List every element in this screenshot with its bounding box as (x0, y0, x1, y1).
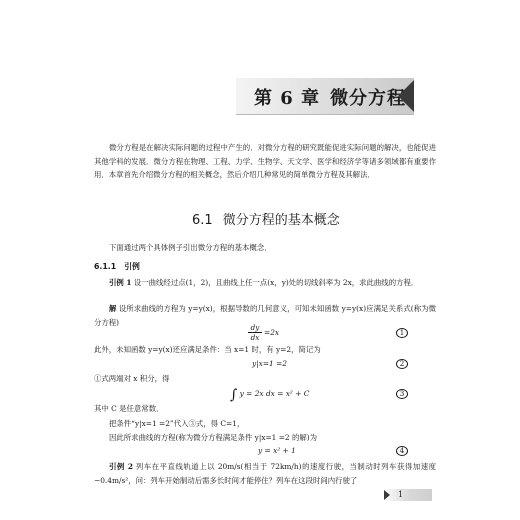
chapter-title (254, 84, 406, 110)
chapter-label: 第 6 章 (254, 88, 321, 109)
section-name: 微分方程的基本概念 (222, 213, 340, 228)
equation-4: y = x² + 1 (258, 446, 296, 455)
equation-2-number: 2 (396, 359, 408, 369)
example-2-label: 引例 2 (109, 462, 134, 471)
equation-3-number: 3 (396, 389, 408, 399)
section-title (192, 209, 340, 228)
banner-arrow-icon (398, 80, 414, 112)
page-number: 1 (398, 490, 404, 499)
example-1-text: 设一曲线经过点(1，2)，且曲线上任一点(x，y)处的切线斜率为 2x，求此曲线的方程． (133, 278, 419, 287)
subsection-title (94, 261, 140, 272)
equation-3-text: y = 2x dx = x² + C (239, 389, 310, 398)
constant-line: 其中 C 是任意常数． (94, 404, 164, 413)
integrate-line: ①式两端对 x 积分，得 (94, 374, 170, 383)
lead-paragraph: 下面通过两个具体例子引出微分方程的基本概念． (109, 243, 272, 252)
condition-line: 此外，未知函数 y=y(x)还应满足条件：当 x=1 时，有 y=2，简记为 (94, 345, 321, 354)
solution-1-label: 解 (109, 304, 117, 313)
solution-1-text: 设所求曲线的方程为 y=y(x)，根据导数的几何意义，可知未知函数 y=y(x)应满足关系式(称为微分方程) (94, 304, 436, 327)
integral-sign: ∫ (230, 387, 238, 403)
subsection-number: 6.1.1 (94, 262, 117, 271)
footer-arrow-icon (384, 490, 390, 500)
example-2-text: 列车在平直线轨道上以 20m/s(相当于 72km/h)的速度行驶，当制动时列车获得加速度 −0.4m/s²，问：列车开始制动后需多长时间才能停住？列车在这段时间内行驶了 (94, 462, 436, 485)
equation-1-numerator: dy (248, 323, 262, 333)
chapter-name: 微分方程 (330, 88, 407, 109)
intro-paragraph: 微分方程是在解决实际问题的过程中产生的．对微分方程的研究既能促进实际问题的解决，也能促进其他学科的发展．微分方程在物理、工程、力学、生物学、天文学、医学和经济学等诸多领域都有重要作用．本章首先介绍微分方程的相关概念，然后介绍几种常见的简单微分方程及其解法． (94, 143, 436, 179)
equation-2: y|x=1 =2 (252, 359, 287, 368)
example-2 (94, 460, 436, 487)
example-1-label: 引例 1 (109, 278, 132, 287)
substitute-line: 把条件“y|x=1 =2”代入③式，得 C=1， (109, 419, 245, 428)
section-number: 6.1 (192, 213, 213, 228)
equation-3 (230, 387, 309, 403)
result-line: 因此所求曲线的方程(称为微分方程满足条件 y|x=1 =2 的解)为 (109, 433, 318, 442)
equation-1-fraction (248, 323, 262, 342)
equation-1-number: 1 (396, 328, 408, 338)
example-1 (94, 276, 436, 290)
equation-1-denominator: dx (250, 333, 260, 342)
subsection-name: 引例 (124, 262, 140, 271)
equation-1-rhs: =2x (264, 328, 280, 337)
equation-4-number: 4 (396, 446, 408, 456)
solution-1 (94, 302, 436, 329)
